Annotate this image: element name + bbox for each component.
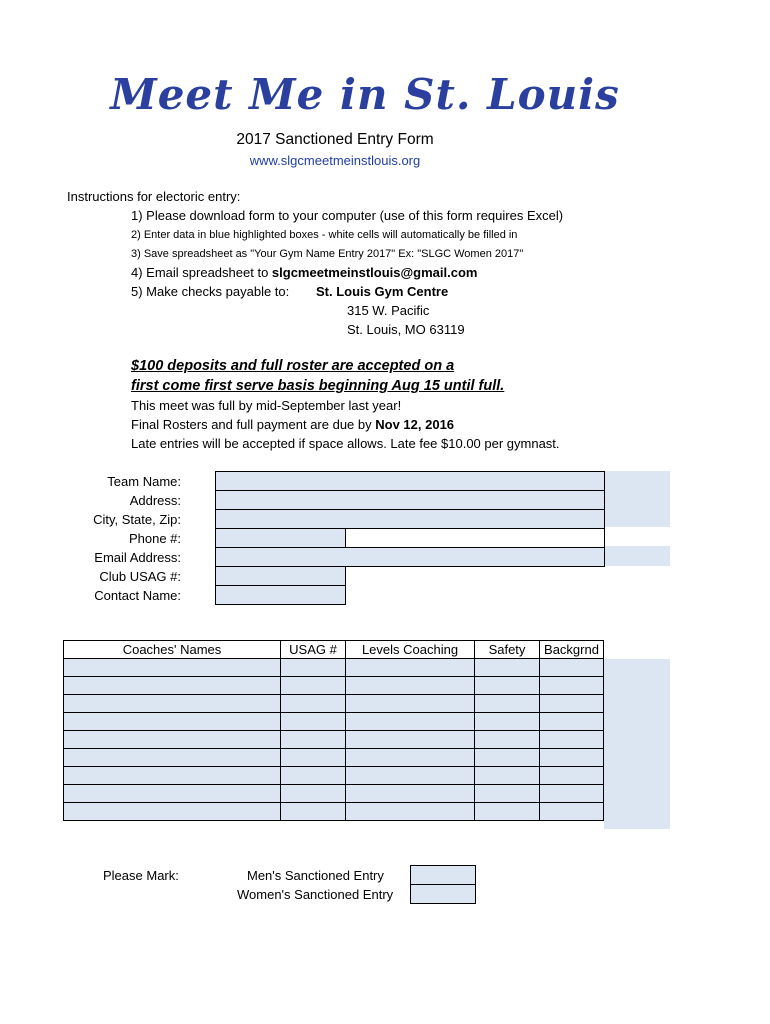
table-row [64,749,604,767]
levels-cell[interactable] [346,677,475,695]
due-date: Nov 12, 2016 [375,417,455,432]
coach-name-cell[interactable] [64,695,281,713]
background-cell[interactable] [540,785,604,803]
coach-name-cell[interactable] [64,659,281,677]
background-cell[interactable] [540,659,604,677]
instruction-step-1: 1) Please download form to your computer (use of this form requires Excel) [131,208,564,223]
usag-cell[interactable] [281,677,346,695]
deposit-notice-line-2: first come first serve basis beginning Aug 15 until full. [131,378,505,394]
usag-cell[interactable] [281,785,346,803]
club-usag-label: Club USAG #: [99,569,181,584]
safety-cell[interactable] [475,767,540,785]
team-name-label: Team Name: [107,474,181,489]
coach-name-cell[interactable] [64,749,281,767]
website-link[interactable]: www.slgcmeetmeinstlouis.org [249,153,421,168]
phone-input[interactable] [215,528,346,548]
email-input[interactable] [215,547,605,567]
usag-cell[interactable] [281,803,346,821]
background-cell[interactable] [540,677,604,695]
club-usag-input[interactable] [215,566,346,586]
instruction-step-4 [131,265,477,280]
background-cell[interactable] [540,803,604,821]
levels-cell[interactable] [346,803,475,821]
contact-name-input[interactable] [215,585,346,605]
address-label: Address: [129,493,181,508]
instruction-step-3: 3) Save spreadsheet as "Your Gym Name Entry 2017" Ex: "SLGC Women 2017" [131,248,524,260]
safety-cell[interactable] [475,713,540,731]
header-background: Backgrnd [540,641,604,659]
usag-cell[interactable] [281,659,346,677]
background-cell[interactable] [540,713,604,731]
table-row [64,767,604,785]
usag-cell[interactable] [281,713,346,731]
table-row [64,713,604,731]
usag-cell[interactable] [281,731,346,749]
due-note [131,417,454,432]
phone-label: Phone #: [128,531,181,546]
mens-entry-label: Men's Sanctioned Entry [247,868,384,883]
usag-cell[interactable] [281,767,346,785]
header-coach-name: Coaches' Names [64,641,281,659]
safety-cell[interactable] [475,695,540,713]
levels-cell[interactable] [346,767,475,785]
contact-email[interactable]: slgcmeetmeinstlouis@gmail.com [271,265,478,280]
safety-cell[interactable] [475,785,540,803]
form-title: Meet Me in St. Louis [110,70,620,119]
safety-cell[interactable] [475,677,540,695]
usag-cell[interactable] [281,695,346,713]
levels-cell[interactable] [346,731,475,749]
please-mark-label: Please Mark: [103,868,179,883]
coaches-table [63,640,604,821]
womens-entry-label: Women's Sanctioned Entry [237,887,394,902]
table-row [64,785,604,803]
email-label: Email Address: [94,550,181,565]
levels-cell[interactable] [346,659,475,677]
due-text: Final Rosters and full payment are due by [131,417,376,432]
coach-name-cell[interactable] [64,677,281,695]
levels-cell[interactable] [346,785,475,803]
safety-cell[interactable] [475,659,540,677]
side-shade-email [604,546,670,566]
table-row [64,731,604,749]
header-levels: Levels Coaching [346,641,475,659]
coach-name-cell[interactable] [64,803,281,821]
safety-cell[interactable] [475,731,540,749]
full-note: This meet was full by mid-September last year! [131,398,402,413]
header-safety: Safety [475,641,540,659]
payee-name: St. Louis Gym Centre [316,284,449,299]
coach-name-cell[interactable] [64,785,281,803]
instructions-heading: Instructions for electoric entry: [67,189,241,204]
background-cell[interactable] [540,695,604,713]
coach-name-cell[interactable] [64,767,281,785]
form-subtitle: 2017 Sanctioned Entry Form [236,131,434,148]
coach-name-cell[interactable] [64,713,281,731]
background-cell[interactable] [540,749,604,767]
table-row [64,695,604,713]
coaches-header-row [64,641,604,659]
address-input[interactable] [215,490,605,510]
city-state-zip-label: City, State, Zip: [93,512,181,527]
payee-street: 315 W. Pacific [347,303,430,318]
side-shade-top [604,471,670,527]
team-name-input[interactable] [215,471,605,491]
usag-cell[interactable] [281,749,346,767]
table-row [64,659,604,677]
coach-name-cell[interactable] [64,731,281,749]
city-state-zip-input[interactable] [215,509,605,529]
contact-name-label: Contact Name: [94,588,181,603]
womens-entry-checkbox[interactable] [410,884,476,904]
levels-cell[interactable] [346,749,475,767]
side-shade-coaches [604,659,670,829]
step-4-text: 4) Email spreadsheet to [131,265,272,280]
levels-cell[interactable] [346,695,475,713]
instruction-step-2: 2) Enter data in blue highlighted boxes - white cells will automatically be filled in [131,229,518,241]
levels-cell[interactable] [346,713,475,731]
header-usag: USAG # [281,641,346,659]
safety-cell[interactable] [475,749,540,767]
late-note: Late entries will be accepted if space allows. Late fee $10.00 per gymnast. [131,436,560,451]
table-row [64,803,604,821]
instruction-step-5: 5) Make checks payable to: [131,284,290,299]
phone-extra-cell [345,528,605,548]
mens-entry-checkbox[interactable] [410,865,476,885]
table-row [64,677,604,695]
background-cell[interactable] [540,731,604,749]
safety-cell[interactable] [475,803,540,821]
deposit-notice-line-1: $100 deposits and full roster are accepted on a [131,358,455,374]
payee-city: St. Louis, MO 63119 [347,322,465,337]
background-cell[interactable] [540,767,604,785]
